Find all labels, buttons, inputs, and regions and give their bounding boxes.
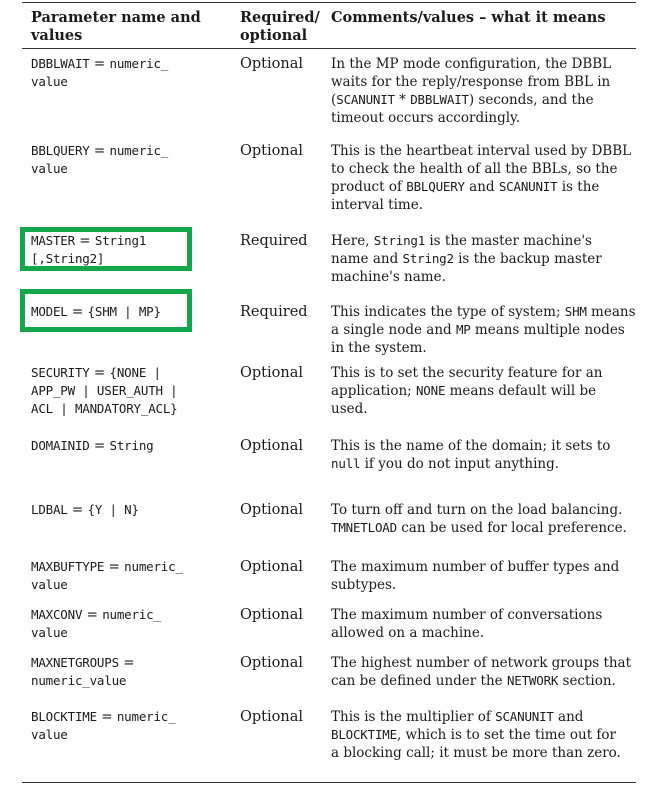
prose-text: ) seconds, and the	[468, 92, 594, 108]
code-text: null	[331, 456, 361, 471]
code-text: NONE	[415, 383, 446, 398]
header-comments: Comments/values – what it means	[331, 9, 606, 26]
comment-cell	[331, 606, 631, 642]
prose-text: machine's name.	[331, 269, 446, 285]
code-text: DBBLWAIT	[31, 56, 90, 71]
comment-line	[331, 744, 631, 762]
parameter-line	[31, 364, 231, 382]
code-text: SECURITY	[31, 365, 90, 380]
prose-text: a blocking call; it must be more than zero.	[331, 745, 621, 761]
parameter-cell	[31, 558, 231, 594]
highlight-master	[20, 227, 192, 271]
comment-line	[331, 339, 631, 357]
required-cell: Required	[240, 233, 308, 249]
comment-line	[331, 91, 631, 109]
code-text: String1	[94, 233, 147, 248]
code-text: SCANUNIT	[336, 92, 395, 107]
table-bottom-rule	[22, 782, 636, 783]
comment-cell	[331, 437, 631, 473]
prose-text: can be used for local preference.	[396, 520, 627, 536]
comment-cell	[331, 303, 636, 357]
header-required-line1: Required/	[240, 9, 320, 26]
prose-text: This indicates the type of system;	[331, 304, 565, 320]
parameter-cell	[31, 654, 231, 690]
prose-text: means default will be	[445, 383, 597, 399]
required-cell: Required	[240, 304, 308, 320]
code-text: numeric_value	[31, 673, 127, 688]
code-text: SHM	[564, 304, 587, 319]
comment-line	[331, 142, 631, 160]
code-text: value	[31, 74, 68, 89]
parameter-line	[31, 400, 231, 418]
comment-line	[331, 519, 631, 537]
comment-line	[331, 624, 631, 642]
prose-text: to check the health of all the BBLs, so the	[331, 161, 618, 177]
prose-text: This is the multiplier of	[331, 709, 496, 725]
code-text: [,String2]	[31, 251, 105, 266]
code-text: MASTER	[31, 233, 75, 248]
prose-text: =	[67, 502, 88, 518]
prose-text: subtypes.	[331, 577, 397, 593]
comment-line	[331, 654, 631, 672]
parameter-cell	[31, 708, 231, 744]
required-cell: Optional	[240, 607, 303, 623]
comment-line	[331, 109, 631, 127]
parameter-line	[31, 437, 231, 455]
prose-text: =	[96, 709, 117, 725]
code-text: {Y | N}	[87, 502, 139, 517]
comment-cell	[331, 142, 631, 214]
prose-text: name and	[331, 251, 403, 267]
header-required-line2: optional	[240, 27, 308, 44]
comment-cell	[331, 232, 631, 286]
code-text: value	[31, 161, 68, 176]
code-text: {SHM | MP}	[87, 304, 161, 319]
code-text: numeric_	[124, 559, 183, 574]
code-text: BLOCKTIME	[31, 709, 97, 724]
comment-cell	[331, 654, 631, 690]
code-text: LDBAL	[31, 502, 68, 517]
prose-text: product of	[331, 179, 407, 195]
parameter-line	[31, 654, 231, 672]
comment-line	[331, 160, 631, 178]
comment-line	[331, 455, 631, 473]
code-text: numeric_	[109, 143, 169, 158]
prose-text: is the backup master	[453, 251, 602, 267]
code-text: SCANUNIT	[495, 709, 554, 724]
comment-line	[331, 726, 631, 744]
code-text: SCANUNIT	[498, 179, 558, 194]
prose-text: means	[586, 304, 636, 320]
header-parameter: Parameter name and values	[31, 9, 201, 44]
prose-text: allowed on a machine.	[331, 625, 485, 641]
code-text: value	[31, 577, 68, 592]
prose-text: =	[74, 233, 95, 249]
code-text: BBLQUERY	[406, 179, 465, 194]
prose-text: The highest number of network groups that	[331, 655, 632, 671]
comment-line	[331, 576, 631, 594]
required-cell: Optional	[240, 56, 303, 72]
required-cell: Optional	[240, 559, 303, 575]
parameter-line	[31, 558, 231, 576]
prose-text: used.	[331, 401, 368, 417]
prose-text: =	[118, 655, 135, 671]
prose-text: *	[394, 92, 411, 108]
parameter-line	[31, 73, 231, 91]
prose-text: and	[553, 709, 584, 725]
comment-line	[331, 321, 631, 339]
parameter-line	[31, 726, 231, 744]
comment-line	[331, 55, 631, 73]
header-required	[240, 9, 320, 45]
prose-text: =	[67, 304, 88, 320]
parameter-line	[31, 708, 231, 726]
code-text: BLOCKTIME	[331, 727, 397, 742]
required-cell: Optional	[240, 143, 303, 159]
comment-cell	[331, 55, 631, 127]
parameter-line	[31, 672, 231, 690]
parameter-line	[31, 624, 231, 642]
prose-text: a single node and	[331, 322, 456, 338]
prose-text: , which is to set the time out for	[396, 727, 616, 743]
comment-line	[331, 501, 631, 519]
prose-text: in the system.	[331, 340, 427, 356]
code-text: BBLQUERY	[31, 143, 90, 158]
code-text: TMNETLOAD	[331, 520, 397, 535]
comment-line	[331, 672, 631, 690]
code-text: value	[31, 625, 68, 640]
comment-line	[331, 400, 631, 418]
comment-line	[331, 558, 631, 576]
code-text: MAXNETGROUPS	[31, 655, 119, 670]
parameter-cell	[31, 606, 231, 642]
comment-line	[331, 382, 631, 400]
prose-text: Here,	[331, 233, 374, 249]
code-text: DBBLWAIT	[410, 92, 469, 107]
parameter-cell	[31, 437, 231, 455]
comment-line	[331, 250, 631, 268]
comment-line	[331, 303, 636, 321]
prose-text: section.	[558, 673, 616, 689]
parameter-line	[31, 501, 231, 519]
prose-text: =	[89, 143, 110, 159]
prose-text: =	[104, 559, 125, 575]
parameter-cell	[31, 55, 231, 91]
code-text: String	[109, 438, 154, 453]
parameter-line	[31, 382, 231, 400]
code-text: numeric_	[116, 709, 176, 724]
code-text: String1	[373, 233, 426, 248]
prose-text: is the master machine's	[425, 233, 592, 249]
prose-text: In the MP mode configuration, the DBBL	[331, 56, 612, 72]
comment-cell	[331, 708, 631, 762]
code-text: DOMAINID	[31, 438, 90, 453]
parameter-line	[31, 606, 231, 624]
code-text: {NONE |	[109, 365, 161, 380]
prose-text: =	[89, 365, 110, 381]
code-text: ACL | MANDATORY_ACL}	[31, 401, 178, 416]
code-text: String2	[402, 251, 454, 266]
code-text: value	[31, 727, 68, 742]
prose-text: timeout occurs accordingly.	[331, 110, 521, 126]
code-text: NETWORK	[506, 673, 559, 688]
table-top-rule	[22, 2, 636, 3]
comment-line	[331, 364, 631, 382]
parameter-cell	[31, 501, 231, 519]
comment-line	[331, 437, 631, 455]
prose-text: interval time.	[331, 197, 423, 213]
comment-cell	[331, 558, 631, 594]
prose-text: and	[464, 179, 499, 195]
prose-text: =	[89, 438, 110, 454]
prose-text: waits for the reply/response from BBL in	[331, 74, 611, 90]
prose-text: =	[82, 607, 103, 623]
code-text: APP_PW | USER_AUTH |	[31, 383, 178, 398]
code-text: MAXCONV	[31, 607, 83, 622]
table-header-rule	[22, 48, 636, 49]
required-cell: Optional	[240, 502, 303, 518]
parameter-line	[31, 576, 231, 594]
prose-text: This is to set the security feature for an	[331, 365, 603, 381]
prose-text: is the	[557, 179, 600, 195]
prose-text: This is the name of the domain; it sets to	[331, 438, 611, 454]
parameter-cell	[31, 142, 231, 178]
prose-text: application;	[331, 383, 416, 399]
comment-line	[331, 268, 631, 286]
parameter-line	[31, 55, 231, 73]
code-text: MODEL	[31, 304, 68, 319]
prose-text: The maximum number of buffer types and	[331, 559, 620, 575]
highlight-model	[20, 289, 192, 332]
comment-line	[331, 196, 631, 214]
prose-text: To turn off and turn on the load balancing.	[331, 502, 623, 518]
prose-text: The maximum number of conversations	[331, 607, 603, 623]
prose-text: means multiple nodes	[470, 322, 625, 338]
required-cell: Optional	[240, 365, 303, 381]
code-text: numeric_	[102, 607, 161, 622]
code-text: numeric_	[109, 56, 169, 71]
prose-text: This is the heartbeat interval used by DBBL	[331, 143, 632, 159]
comment-line	[331, 178, 631, 196]
required-cell: Optional	[240, 655, 303, 671]
comment-line	[331, 73, 631, 91]
comment-line	[331, 708, 631, 726]
parameter-line	[31, 160, 231, 178]
prose-text: if you do not input anything.	[360, 456, 560, 472]
comment-line	[331, 232, 631, 250]
parameter-cell	[31, 364, 231, 418]
code-text: MP	[455, 322, 471, 337]
prose-text: can be defined under the	[331, 673, 507, 689]
code-text: MAXBUFTYPE	[31, 559, 105, 574]
comment-cell	[331, 501, 631, 537]
prose-text: (	[331, 92, 337, 108]
comment-cell	[331, 364, 631, 418]
required-cell: Optional	[240, 438, 303, 454]
prose-text: =	[89, 56, 110, 72]
comment-line	[331, 606, 631, 624]
parameter-line	[31, 142, 231, 160]
required-cell: Optional	[240, 709, 303, 725]
